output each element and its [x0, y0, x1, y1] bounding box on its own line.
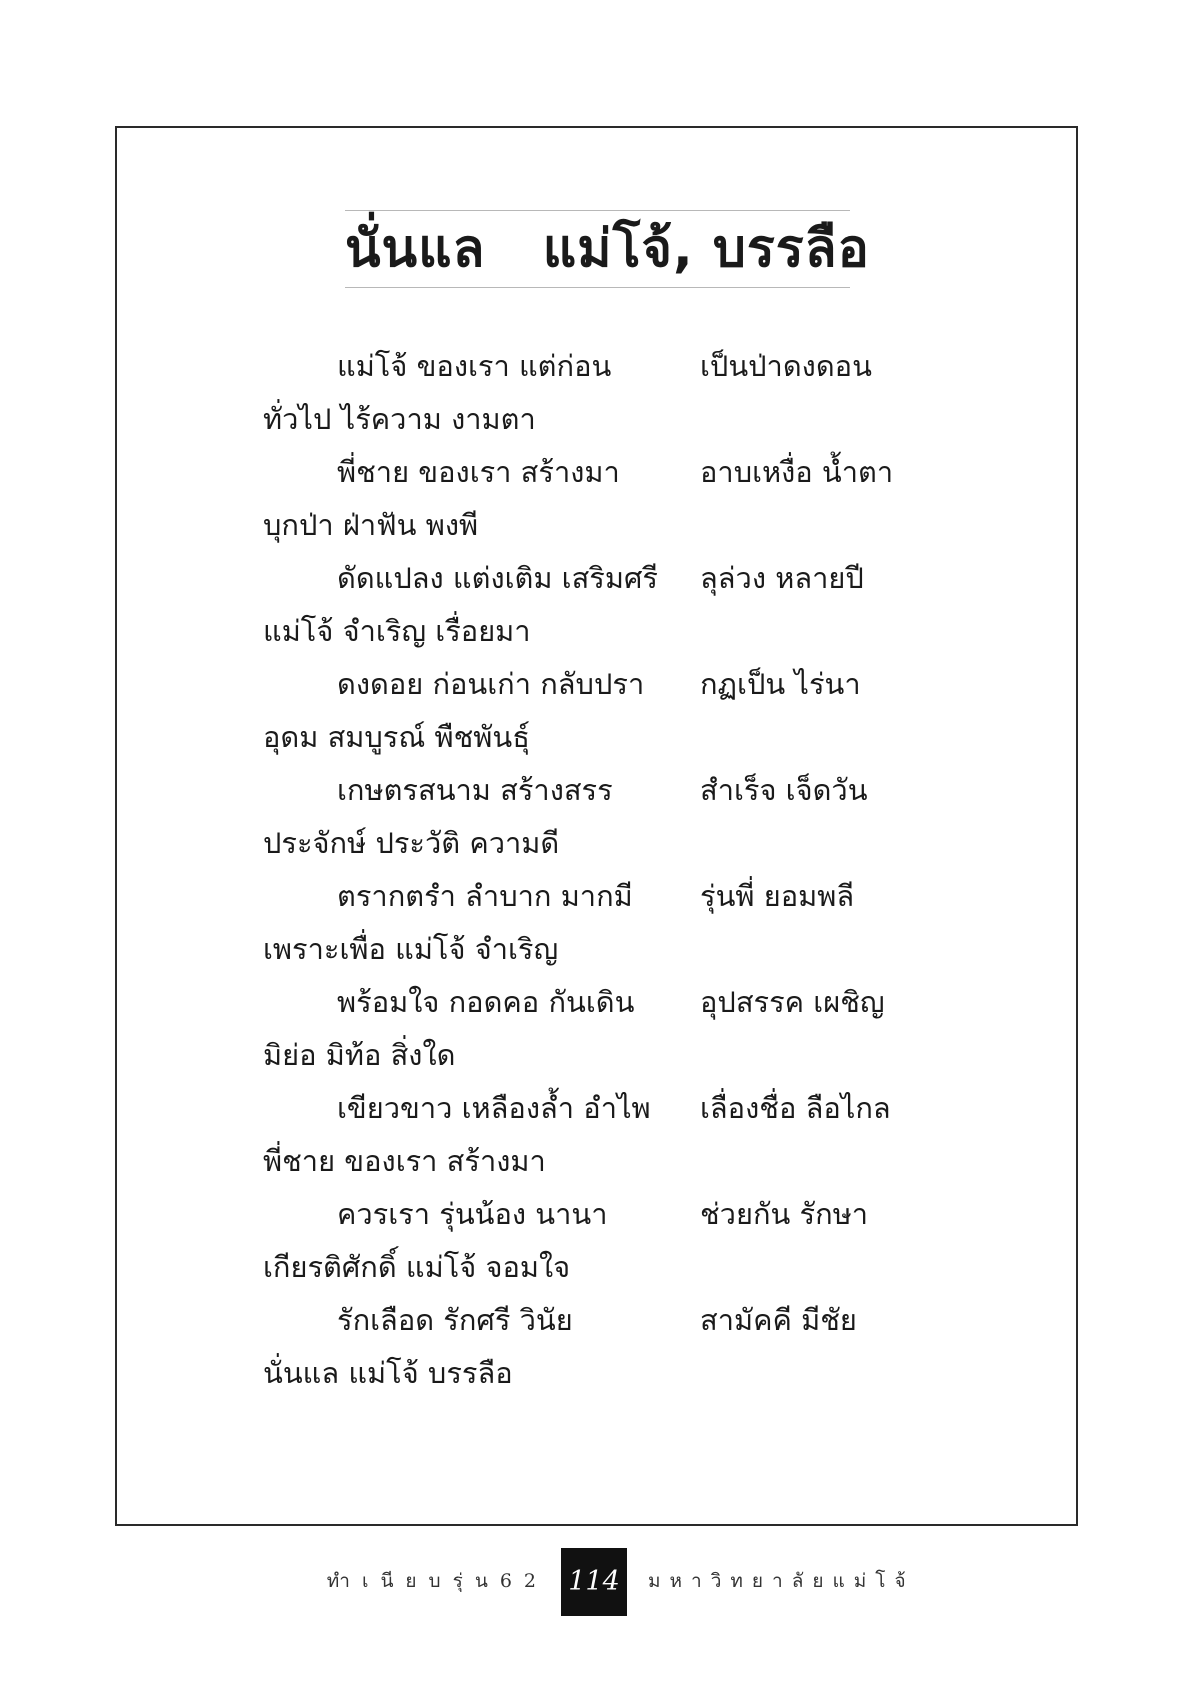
poem-line — [0, 817, 1200, 870]
poem-line — [0, 552, 1200, 605]
poem-line — [0, 976, 1200, 1029]
poem-line — [0, 870, 1200, 923]
verse-first-half: ดงดอย ก่อนเก่า กลับปรา — [337, 667, 645, 701]
poem-line — [0, 1347, 1200, 1400]
verse-continuation: แม่โจ้ จำเริญ เรื่อยมา — [263, 614, 531, 648]
poem-line — [0, 923, 1200, 976]
page-title: นั่นแล แม่โจ้, บรรลือ — [345, 219, 870, 279]
verse-first-half: พี่ชาย ของเรา สร้างมา — [337, 455, 620, 489]
verse-continuation: พี่ชาย ของเรา สร้างมา — [263, 1144, 546, 1178]
verse-first-half: ควรเรา รุ่นน้อง นานา — [337, 1197, 608, 1231]
verse-continuation: มิย่อ มิท้อ สิ่งใด — [263, 1038, 456, 1072]
poem-line — [0, 658, 1200, 711]
verse-second-half: กฏเป็น ไร่นา — [700, 667, 861, 701]
verse-first-half: เกษตรสนาม สร้างสรร — [337, 773, 613, 807]
verse-continuation: อุดม สมบูรณ์ พืชพันธุ์ — [263, 720, 530, 754]
verse-second-half: สามัคคี มีชัย — [700, 1303, 857, 1337]
verse-second-half: สำเร็จ เจ็ดวัน — [700, 773, 868, 807]
title-band — [345, 210, 870, 288]
poem-line — [0, 1294, 1200, 1347]
verse-continuation: บุกป่า ฝ่าฟัน พงพี — [263, 508, 479, 542]
verse-first-half: ดัดแปลง แต่งเติม เสริมศรี — [337, 561, 658, 595]
poem-line — [0, 446, 1200, 499]
poem-line — [0, 1082, 1200, 1135]
verse-second-half: ลุล่วง หลายปี — [700, 561, 864, 595]
poem-line — [0, 711, 1200, 764]
poem-line — [0, 340, 1200, 393]
poem-line — [0, 1241, 1200, 1294]
verse-second-half: อาบเหงื่อ น้ำตา — [700, 455, 894, 489]
verse-first-half: รักเลือด รักศรี วินัย — [337, 1303, 573, 1337]
verse-second-half: เป็นป่าดงดอน — [700, 349, 872, 383]
verse-continuation: เกียรติศักดิ์ แม่โจ้ จอมใจ — [263, 1250, 571, 1284]
verse-first-half: เขียวขาว เหลืองล้ำ อำไพ — [337, 1091, 651, 1125]
verse-second-half: รุ่นพี่ ยอมพลี — [700, 879, 855, 913]
poem-line — [0, 1135, 1200, 1188]
verse-second-half: เลื่องชื่อ ลือไกล — [700, 1091, 891, 1125]
poem — [0, 340, 1200, 1400]
verse-continuation: ประจักษ์ ประวัติ ความดี — [263, 826, 560, 860]
poem-line — [0, 764, 1200, 817]
verse-continuation: ทั่วไป ไร้ความ งามตา — [263, 402, 536, 436]
verse-continuation: นั่นแล แม่โจ้ บรรลือ — [263, 1356, 513, 1390]
poem-line — [0, 605, 1200, 658]
poem-line — [0, 1029, 1200, 1082]
verse-first-half: แม่โจ้ ของเรา แต่ก่อน — [337, 349, 612, 383]
poem-line — [0, 1188, 1200, 1241]
verse-first-half: ตรากตรำ ลำบาก มากมี — [337, 879, 633, 913]
verse-second-half: ช่วยกัน รักษา — [700, 1197, 869, 1231]
poem-line — [0, 499, 1200, 552]
verse-second-half: อุปสรรค เผชิญ — [700, 985, 885, 1019]
page-footer — [0, 1548, 1200, 1616]
verse-first-half: พร้อมใจ กอดคอ กันเดิน — [337, 985, 635, 1019]
footer-university-label: มหาวิทยาลัยแม่โจ้ — [648, 1570, 915, 1592]
verse-continuation: เพราะเพื่อ แม่โจ้ จำเริญ — [263, 932, 559, 966]
page-number: 114 — [561, 1548, 627, 1616]
poem-line — [0, 393, 1200, 446]
footer-yearbook-label: ทำเนียบรุ่น62 — [326, 1570, 548, 1592]
